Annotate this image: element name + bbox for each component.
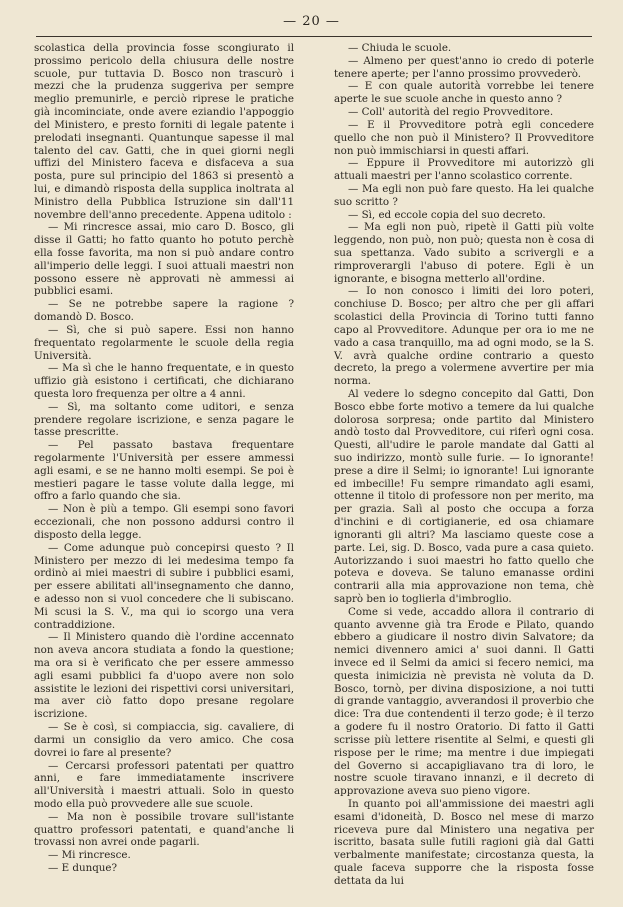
paragraph: — Sì, ed eccole copia del suo decreto. — [348, 208, 546, 221]
paragraph: Al vedere lo sdegno concepito dal Gatti, Don Bosco ebbe forte motivo a temere da lui qualche dolorosa sorpresa; onde partito dal Ministero andò tosto dal Provveditore, cui riferì ogni cosa. Questi, all'udire le parole mandate dal Gatti al suo indirizzo, montò sulle furie. — Io ignorante! prese a dire il Selmi; io ignorante! Lui ignorante ed imbecille! Fu sempre rimandato agli esami, ottenne il titolo di professore non per merito, ma per grazia. Salì al posto che occupa a forza d'inchini e di cortigianerie, ed osa chiamare ignoranti gli altri? Ma lasciamo queste cose a parte. Lei, sig. D. Bosco, vada pure a casa quieto. Autorizzando i suoi maestri ho fatto quello che poteva e doveva. Se taluno emanasse ordini contrarii alla mia approvazione non tema, chè saprò ben io toglierla d'imbroglio. — [334, 387, 594, 605]
paragraph: — Almeno per quest'anno io credo di poterle tenere aperte; per l'anno prossimo provvederò. — [334, 54, 594, 80]
paragraph: — Se ne potrebbe sapere la ragione ? domandò D. Bosco. — [34, 298, 294, 324]
paragraph: — Mi rincresce. — [48, 849, 131, 862]
paragraph: — Coll' autorità del regio Provveditore. — [348, 106, 554, 119]
paragraph: — Eppure il Provveditore mi autorizzò gli attuali maestri per l'anno scolastico corrente. — [334, 157, 594, 183]
paragraph: — Chiuda le scuole. — [348, 42, 452, 54]
paragraph: — Ma egli non può, ripetè il Gatti più volte leggendo, non può, non può; questa non è cosa di sua spettanza. Vado subito a scrivergli e a rimproverargli l'abuso di potere. Egli è un ignorante, e bisogna metterlo all'ordine. — [334, 221, 594, 285]
paragraph: — Ma egli non può fare questo. Ha lei qualche suo scritto ? — [334, 182, 594, 208]
paragraph: — Non è più a tempo. Gli esempi sono favori eccezionali, che non possono addursi contro il disposto della legge. — [34, 503, 294, 541]
header-rule — [36, 36, 592, 37]
paragraph: Come si vede, accaddo allora il contrario di quanto avvenne già tra Erode e Pilato, quando ebbero a giudicare il nostro divin Salvatore; da nemici divennero amici a' suoi danni. Il Gatti invece ed il Selmi da amici si fecero nemici, ma questa inimicizia nè prevista nè voluta da D. Bosco, tornò, per divina disposizione, a noi tutti di grande vantaggio, avverandosi il proverbio che dice: Tra due contendenti il terzo gode; è il terzo a godere fu il nostro Oratorio. Di fatto il Gatti scrisse più lettere risentite al Selmi, e questi gli rispose per le rime; ma mentre i due impiegati del Governo si accapigliavano tra di loro, le nostre scuole tiravano innanzi, e il decreto di approvazione aveva suo pieno vigore. — [334, 605, 594, 798]
paragraph: — Mi rincresce assai, mio caro D. Bosco, gli disse il Gatti; ho fatto quanto ho potuto perchè ella fosse favorita, ma non si può andare contro all'imperio delle leggi. I suoi attuali maestri non possono essere nè approvati nè ammessi ai pubblici esami. — [34, 221, 294, 298]
paragraph: — Se è così, si compiaccia, sig. cavaliere, di darmi un consiglio da vero amico. Che cosa dovrei io fare al presente? — [34, 721, 294, 759]
paragraph: — E il Provveditore potrà egli concedere quello che non può il Ministero? Il Provveditore non può immischiarsi in questi affari. — [334, 118, 594, 157]
paragraph: In quanto poi all'ammissione dei maestri agli esami d'idoneità, D. Bosco nel mese di marzo riceveva pure dal Ministero una negativa per iscritto, basata sulle futili ragioni già dal Gatti verbalmente manifestate; circostanza questa, la quale faceva supporre che la risposta fosse dettata da lui — [334, 797, 594, 887]
paragraph: — Ma non è possibile trovare sull'istante quattro professori patentati, e quand'anche li trovassi non avrei onde pagarli. — [34, 810, 294, 849]
paragraph: — Pel passato bastava frequentare regolarmente l'Università per essere ammessi agli esami, e se ne hanno molti esempi. Se poi è mestieri pagare le tasse volute dalla legge, mi offro a farlo quando che sia. — [34, 439, 294, 503]
paragraph: — E con quale autorità vorrebbe lei tenere aperte le sue scuole anche in questo anno ? — [334, 80, 594, 106]
right-column — [334, 42, 594, 888]
paragraph: scolastica della provincia fosse scongiurato il prossimo pericolo della chiusura delle nostre scuole, pur tuttavia D. Bosco non trascurò i mezzi che la prudenza suggeriva per sempre meglio premunirle, e perciò riprese le pratiche già incominciate, onde avere eziandio l'appoggio del Ministero, e presto forniti di legale patente i prelodati insegnanti. Quantunque sapesse il mal talento del cav. Gatti, che in quei giorni negli uffizi del Ministero faceva e disfaceva a sua posta, pure sul principio del 1863 si presentò a lui, e dimandò risposta della supplica inoltrata al Ministro della Pubblica Istruzione sin dall'11 novembre dell'anno precedente. Appena uditolo : — [34, 42, 294, 221]
paragraph: — Il Ministero quando diè l'ordine accennato non aveva ancora studiata a fondo la questione; ma ora si è verificato che per essere ammesso agli esami pubblici fa d'uopo avere non solo assistite le lezioni dei rispettivi corsi universitari, ma aver ciò fatto dopo presane regolare iscrizione. — [34, 631, 294, 721]
paragraph: — E dunque? — [48, 862, 118, 874]
paragraph: — Io non conosco i limiti dei loro poteri, conchiuse D. Bosco; per altro che per gli affari scolastici della Provincia di Torino tutti fanno capo al Provveditore. Adunque per ora io me ne vado a casa tranquillo, ma ad ogni modo, se la S. V. avrà qualche ordine contrario a questo decreto, la prego a volermene avvertire per mia norma. — [334, 285, 594, 388]
page-number: — 20 — — [283, 14, 340, 29]
paragraph: — Sì, che si può sapere. Essi non hanno frequentato regolarmente le scuole della regia Università. — [34, 323, 294, 362]
paragraph: — Sì, ma soltanto come uditori, e senza prendere regolare iscrizione, e senza pagare le tasse prescritte. — [34, 400, 294, 439]
paragraph: — Ma sì che le hanno frequentate, e in questo uffizio già esistono i certificati, che dichiarano questa loro frequenza per oltre a 4 anni. — [34, 362, 294, 400]
paragraph: — Come adunque può concepirsi questo ? Il Ministero per mezzo di lei medesima tempo fa ordinò ai miei maestri di subire i pubblici esami, per essere abilitati all'insegnamento che danno, e adesso non si vuol concedere che li subiscano. Mi scusi la S. V., ma qui io scorgo una vera contraddizione. — [34, 541, 294, 631]
left-column — [34, 42, 294, 875]
paragraph: — Cercarsi professori patentati per quattro anni, e fare immediatamente inscrivere all'Università i maestri attuali. Solo in questo modo ella può provvedere alle sue scuole. — [34, 759, 294, 810]
